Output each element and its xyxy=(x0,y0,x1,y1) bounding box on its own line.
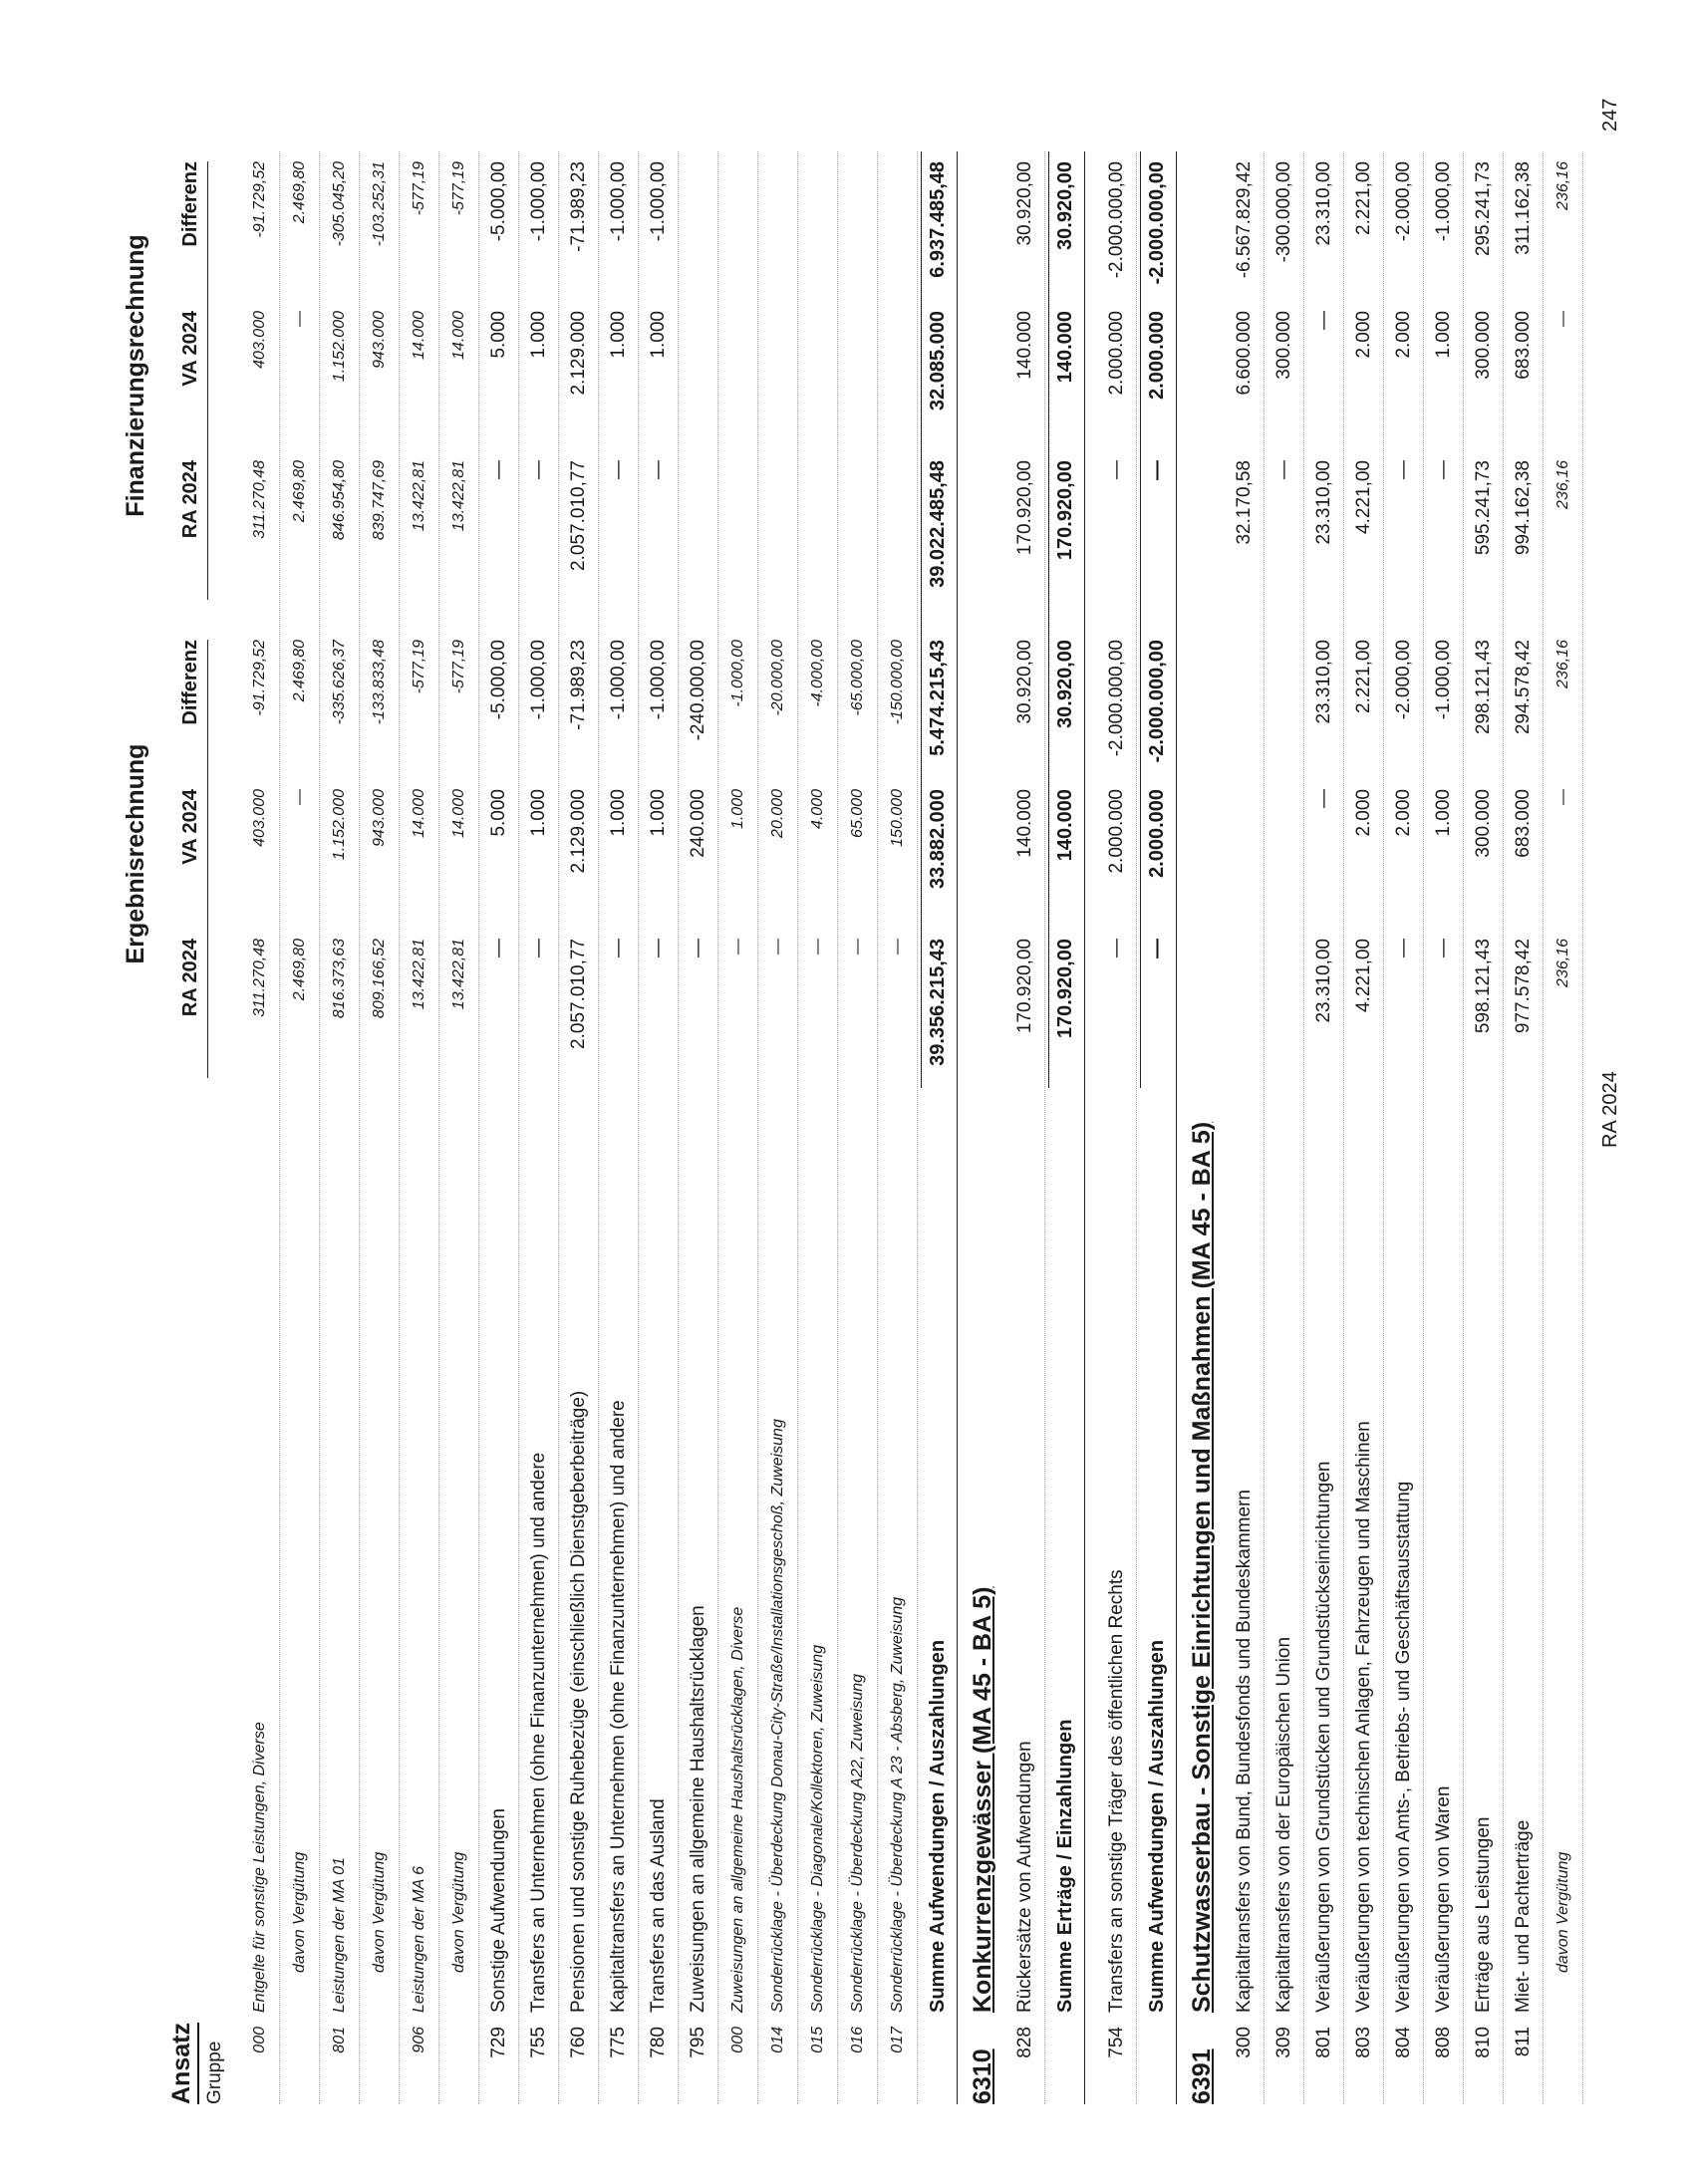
cell-ra-ergebnis: — xyxy=(688,939,708,957)
row-label: Summe Erträge / Einzahlungen xyxy=(1054,1719,1076,2013)
cell-va-finanz: 300.000 xyxy=(1273,311,1294,380)
row-separator xyxy=(319,151,320,2104)
cell-ra-ergebnis: 809.166,52 xyxy=(371,939,388,1019)
group-code: 754 xyxy=(1106,2027,1127,2058)
cell-diff-finanz: -2.000.000,00 xyxy=(1146,161,1168,285)
cell-va-finanz: — xyxy=(1554,311,1571,327)
row-separator xyxy=(518,151,519,2104)
cell-va-finanz: 1.000 xyxy=(1433,311,1454,359)
cell-ra-ergebnis: 13.422,81 xyxy=(450,939,467,1010)
cell-va-finanz: — xyxy=(291,311,308,327)
row-label: Leistungen der MA 01 xyxy=(331,1857,348,2013)
cell-ra-finanz: — xyxy=(1433,460,1454,479)
cell-va-ergebnis: 5.000 xyxy=(488,789,509,837)
cell-va-finanz: 2.000.000 xyxy=(1106,311,1127,396)
cell-ra-ergebnis: — xyxy=(809,939,826,955)
row-separator xyxy=(1423,151,1424,2104)
cell-va-finanz: 683.000 xyxy=(1513,311,1534,380)
row-label: Transfers an das Ausland xyxy=(648,1798,669,2013)
cell-ra-ergebnis: 39.356.215,43 xyxy=(927,939,949,1066)
row-label: Transfers an Unternehmen (ohne Finanzunternehmen) und andere xyxy=(528,1452,549,2013)
cell-ra-finanz: 32.170,58 xyxy=(1234,460,1255,545)
group-code: 000 xyxy=(251,2027,268,2053)
cell-diff-ergebnis: -577,19 xyxy=(411,640,427,694)
cell-ra-ergebnis: 311.270,48 xyxy=(251,939,268,1017)
cell-va-finanz: 140.000 xyxy=(1054,311,1076,384)
cell-diff-finanz: -2.000,00 xyxy=(1393,161,1414,242)
table-row xyxy=(799,610,837,2104)
group-code: 300 xyxy=(1234,2027,1255,2058)
cell-va-ergebnis: 150.000 xyxy=(889,789,906,847)
cell-diff-finanz: 23.310,00 xyxy=(1313,161,1334,246)
cell-diff-ergebnis: -150.000,00 xyxy=(889,640,906,725)
cell-va-ergebnis: 140.000 xyxy=(1054,789,1076,862)
table-row xyxy=(759,610,797,2104)
cell-ra-finanz: 23.310,00 xyxy=(1313,460,1334,545)
cell-ra-finanz: — xyxy=(608,460,629,479)
cell-diff-finanz: -6.567.829,42 xyxy=(1234,161,1255,279)
cell-ra-finanz: — xyxy=(528,460,549,479)
cell-diff-ergebnis: 5.474.215,43 xyxy=(927,640,949,756)
cell-va-finanz: 2.000 xyxy=(1393,311,1414,359)
row-label: Kapitaltransfers von der Europäischen Union xyxy=(1273,1636,1294,2013)
cell-diff-ergebnis: -4.000,00 xyxy=(809,640,826,707)
cell-ra-finanz: 170.920,00 xyxy=(1054,460,1076,561)
table-row xyxy=(640,161,678,2104)
cell-ra-ergebnis: 170.920,00 xyxy=(1014,939,1035,1034)
row-separator xyxy=(877,151,878,2104)
group-code: 014 xyxy=(769,2027,786,2053)
cell-ra-finanz: 170.920,00 xyxy=(1014,460,1035,556)
table-row xyxy=(1505,161,1543,2104)
group-code: 810 xyxy=(1473,2027,1494,2058)
table-row xyxy=(440,161,478,2104)
group-code: 801 xyxy=(1313,2027,1334,2058)
group-code: 803 xyxy=(1353,2027,1374,2058)
cell-diff-finanz: -1.000,00 xyxy=(1433,161,1454,242)
row-separator xyxy=(558,151,559,2104)
header-rule-finanz xyxy=(207,161,208,600)
col-header-diff-finanz: Differenz xyxy=(179,161,201,247)
group-code: 015 xyxy=(809,2027,826,2053)
cell-diff-ergebnis: -1.000,00 xyxy=(1433,640,1454,720)
row-label: davon Vergütung xyxy=(291,1851,308,1973)
group-code: 801 xyxy=(331,2027,348,2053)
row-label: Kapitaltransfers von Bund, Bundesfonds und Bundeskammern xyxy=(1234,1490,1255,2013)
table-row xyxy=(1545,161,1582,2104)
row-label: Kapitaltransfers an Unternehmen (ohne Finanzunternehmen) und andere xyxy=(608,1400,629,2013)
row-label: davon Vergütung xyxy=(450,1851,467,1973)
row-separator xyxy=(1463,151,1464,2104)
cell-diff-ergebnis: -5.000,00 xyxy=(488,640,509,720)
cell-ra-finanz: 4.221,00 xyxy=(1353,460,1374,534)
group-code: 795 xyxy=(688,2027,708,2058)
cell-va-finanz: 1.152.000 xyxy=(331,311,348,383)
col-header-va-ergebnis: VA 2024 xyxy=(179,789,201,865)
row-separator xyxy=(837,151,838,2104)
cell-va-ergebnis: 2.000 xyxy=(1353,789,1374,837)
footer-ra: RA 2024 xyxy=(1599,1071,1621,1148)
sum-row xyxy=(1046,161,1084,2104)
group-code: 760 xyxy=(568,2027,589,2058)
cell-diff-ergebnis: -240.000,00 xyxy=(688,640,708,741)
row-label: Erträge aus Leistungen xyxy=(1473,1816,1494,2013)
cell-va-finanz: 14.000 xyxy=(450,311,467,360)
cell-diff-ergebnis: 2.469,80 xyxy=(291,640,308,702)
cell-va-finanz: 14.000 xyxy=(411,311,427,360)
cell-ra-ergebnis: 13.422,81 xyxy=(411,939,427,1010)
group-code: 755 xyxy=(528,2027,549,2058)
ansatz-header: Ansatz xyxy=(167,2023,199,2104)
cell-ra-ergebnis: 4.221,00 xyxy=(1353,939,1374,1012)
cell-diff-finanz: -300.000,00 xyxy=(1273,161,1294,263)
cell-ra-ergebnis: 170.920,00 xyxy=(1054,939,1076,1039)
cell-ra-finanz: 839.747,69 xyxy=(371,460,388,541)
section-title: Konkurrenzgewässer (MA 45 - BA 5) xyxy=(969,1586,996,2013)
row-label: Entgelte für sonstige Leistungen, Diverse xyxy=(251,1722,268,2013)
row-label: Veräußerungen von Waren xyxy=(1433,1785,1454,2013)
row-label: Sonderrücklage - Überdeckung A 23 - Absberg, Zuweisung xyxy=(889,1596,906,2013)
cell-diff-ergebnis: 298.121,43 xyxy=(1473,640,1494,735)
cell-va-ergebnis: 14.000 xyxy=(411,789,427,838)
cell-va-ergebnis: 1.000 xyxy=(648,789,669,837)
cell-diff-finanz: -2.000.000,00 xyxy=(1106,161,1127,279)
cell-diff-ergebnis: -2.000,00 xyxy=(1393,640,1414,720)
sum-rule xyxy=(1084,151,1085,2104)
cell-ra-ergebnis: 2.057.010,77 xyxy=(568,939,589,1049)
row-label: davon Vergütung xyxy=(371,1851,388,1973)
group-code: 000 xyxy=(729,2027,746,2053)
group-code: 906 xyxy=(411,2027,427,2053)
cell-ra-ergebnis: — xyxy=(729,939,746,955)
cell-va-finanz: — xyxy=(1313,311,1334,330)
cell-diff-finanz: -5.000,00 xyxy=(488,161,509,242)
cell-ra-finanz: 13.422,81 xyxy=(411,460,427,532)
row-separator xyxy=(797,151,798,2104)
cell-ra-ergebnis: 816.373,63 xyxy=(331,939,348,1019)
sum-row xyxy=(1138,161,1176,2104)
row-label: Pensionen und sonstige Ruhebezüge (einschließlich Dienstgeberbeiträge) xyxy=(568,1390,589,2013)
cell-ra-ergebnis: — xyxy=(488,939,509,957)
cell-va-finanz: 140.000 xyxy=(1014,311,1035,380)
group-code: 780 xyxy=(648,2027,669,2058)
cell-va-ergebnis: 65.000 xyxy=(849,789,866,838)
table-row xyxy=(1465,161,1503,2104)
row-label: Summe Aufwendungen / Auszahlungen xyxy=(1146,1639,1168,2013)
row-separator xyxy=(1136,151,1137,2104)
cell-ra-finanz: 595.241,73 xyxy=(1473,460,1494,556)
page-number: 247 xyxy=(1599,98,1621,132)
cell-va-ergebnis: 2.129.000 xyxy=(568,789,589,874)
cell-ra-ergebnis: — xyxy=(1146,939,1168,958)
group-code: 804 xyxy=(1393,2027,1414,2058)
cell-va-ergebnis: 1.000 xyxy=(528,789,549,837)
table-row xyxy=(560,161,598,2104)
cell-va-ergebnis: 1.152.000 xyxy=(331,789,348,861)
cell-diff-finanz: -71.989,23 xyxy=(568,161,589,252)
table-row xyxy=(879,610,917,2104)
cell-va-ergebnis: — xyxy=(1313,789,1334,808)
sum-row xyxy=(919,161,957,2104)
row-separator xyxy=(1503,151,1504,2104)
row-separator xyxy=(359,151,360,2104)
col-header-va-finanz: VA 2024 xyxy=(179,311,201,387)
finanz-title: Finanzierungsrechnung xyxy=(122,234,149,517)
cell-diff-ergebnis: -1.000,00 xyxy=(528,640,549,720)
table-row xyxy=(281,161,319,2104)
cell-va-ergebnis: 943.000 xyxy=(371,789,388,847)
row-separator xyxy=(1264,151,1265,2104)
sum-rule xyxy=(957,151,958,2104)
cell-ra-finanz: 994.162,38 xyxy=(1513,460,1534,556)
cell-va-ergebnis: 1.000 xyxy=(1433,789,1454,837)
row-label: Veräußerungen von technischen Anlagen, Fahrzeugen und Maschinen xyxy=(1353,1421,1374,2013)
cell-diff-finanz: 311.162,38 xyxy=(1513,161,1534,255)
row-separator xyxy=(598,151,599,2104)
cell-va-finanz: 403.000 xyxy=(251,311,268,369)
cell-ra-ergebnis: 2.469,80 xyxy=(291,939,308,1001)
row-label: Veräußerungen von Grundstücken und Grundstückseinrichtungen xyxy=(1313,1461,1334,2013)
cell-va-ergebnis: 300.000 xyxy=(1473,789,1494,858)
cell-diff-finanz: 2.469,80 xyxy=(291,161,308,224)
table-row xyxy=(1305,161,1343,2104)
row-separator xyxy=(1343,151,1344,2104)
cell-diff-ergebnis: -65.000,00 xyxy=(849,640,866,716)
section-title: Schutzwasserbau - Sonstige Einrichtungen und Maßnahmen (MA 45 - BA 5) xyxy=(1188,1121,1216,2013)
group-code: 729 xyxy=(488,2027,509,2058)
cell-ra-ergebnis: 23.310,00 xyxy=(1313,939,1334,1023)
table-row xyxy=(680,610,717,2104)
table-row xyxy=(241,161,279,2104)
cell-va-ergebnis: 2.000.000 xyxy=(1106,789,1127,874)
table-row xyxy=(1345,161,1383,2104)
table-row xyxy=(1266,161,1303,2104)
cell-ra-finanz: 39.022.485,48 xyxy=(927,460,949,588)
cell-diff-ergebnis: -20.000,00 xyxy=(769,640,786,716)
row-separator xyxy=(1543,151,1544,2104)
col-header-ra-ergebnis: RA 2024 xyxy=(179,939,201,1017)
cell-ra-finanz: 13.422,81 xyxy=(450,460,467,532)
cell-diff-finanz: -577,19 xyxy=(450,161,467,216)
row-separator xyxy=(438,151,439,2104)
cell-ra-finanz: 311.270,48 xyxy=(251,460,268,539)
cell-diff-ergebnis: 294.578,42 xyxy=(1513,640,1534,735)
row-separator xyxy=(917,151,918,2104)
table-row xyxy=(480,161,518,2104)
col-header-diff-ergebnis: Differenz xyxy=(179,640,201,725)
cell-ra-finanz: — xyxy=(1146,460,1168,480)
cell-va-ergebnis: — xyxy=(1554,789,1571,805)
row-separator xyxy=(1044,151,1045,2104)
group-code: 017 xyxy=(889,2027,906,2053)
cell-ra-finanz: 846.954,80 xyxy=(331,460,348,541)
group-code: 828 xyxy=(1014,2027,1035,2058)
cell-ra-finanz: 236,16 xyxy=(1554,460,1571,509)
cell-diff-ergebnis: -91.729,52 xyxy=(251,640,268,716)
cell-va-ergebnis: 140.000 xyxy=(1014,789,1035,858)
cell-diff-ergebnis: -2.000.000,00 xyxy=(1106,640,1127,757)
cell-va-finanz: 1.000 xyxy=(608,311,629,359)
cell-ra-ergebnis: — xyxy=(1433,939,1454,957)
row-separator xyxy=(478,151,479,2104)
cell-ra-finanz: — xyxy=(1393,460,1414,479)
row-label: Zuweisungen an allgemeine Haushaltsrücklagen, Diverse xyxy=(729,1606,746,2013)
cell-ra-finanz: 2.469,80 xyxy=(291,460,308,523)
cell-va-ergebnis: 33.882.000 xyxy=(927,789,949,890)
cell-diff-ergebnis: 30.920,00 xyxy=(1014,640,1035,724)
section-code: 6391 xyxy=(1188,2048,1216,2104)
cell-va-finanz: 300.000 xyxy=(1473,311,1494,380)
cell-ra-ergebnis: — xyxy=(849,939,866,955)
table-row xyxy=(600,161,638,2104)
cell-ra-ergebnis: — xyxy=(769,939,786,955)
cell-ra-ergebnis: — xyxy=(608,939,629,957)
row-label: Summe Aufwendungen / Auszahlungen xyxy=(927,1639,949,2013)
cell-diff-finanz: -1.000,00 xyxy=(608,161,629,242)
cell-va-ergebnis: 240.000 xyxy=(688,789,708,858)
cell-va-finanz: 2.000 xyxy=(1353,311,1374,359)
row-separator xyxy=(279,151,280,2104)
cell-va-finanz: 2.000.000 xyxy=(1146,311,1168,400)
cell-diff-finanz: -1.000,00 xyxy=(528,161,549,242)
cell-diff-finanz: 30.920,00 xyxy=(1054,161,1076,250)
row-label: Sonderrücklage - Überdeckung A22, Zuweisung xyxy=(849,1673,866,2013)
table-row xyxy=(321,161,359,2104)
row-separator xyxy=(1383,151,1384,2104)
cell-diff-finanz: 236,16 xyxy=(1554,161,1571,210)
cell-ra-ergebnis: 977.578,42 xyxy=(1513,939,1534,1034)
cell-diff-finanz: -305.045,20 xyxy=(331,161,348,247)
cell-va-ergebnis: 2.000 xyxy=(1393,789,1414,837)
cell-diff-finanz: -1.000,00 xyxy=(648,161,669,242)
row-separator xyxy=(1582,151,1583,2104)
cell-diff-ergebnis: 236,16 xyxy=(1554,640,1571,688)
col-header-ra-finanz: RA 2024 xyxy=(179,460,201,539)
cell-ra-ergebnis: — xyxy=(648,939,669,957)
sum-rule xyxy=(1176,151,1177,2104)
table-row xyxy=(401,161,438,2104)
cell-va-ergebnis: — xyxy=(291,789,308,805)
cell-diff-ergebnis: -1.000,00 xyxy=(729,640,746,707)
cell-va-ergebnis: 2.000.000 xyxy=(1146,789,1168,878)
cell-ra-finanz: 2.057.010,77 xyxy=(568,460,589,571)
row-label: Transfers an sonstige Träger des öffentlichen Rechts xyxy=(1106,1569,1127,2013)
cell-va-finanz: 1.000 xyxy=(528,311,549,359)
cell-ra-finanz: — xyxy=(488,460,509,479)
table-row xyxy=(1425,161,1463,2104)
cell-diff-ergebnis: -1.000,00 xyxy=(648,640,669,720)
header-rule-ergebnis xyxy=(207,640,208,1078)
section-code: 6310 xyxy=(969,2048,996,2104)
cell-diff-finanz: 30.920,00 xyxy=(1014,161,1035,246)
table-row xyxy=(839,610,877,2104)
group-code: 309 xyxy=(1273,2027,1294,2058)
row-label: Miet- und Pachterträge xyxy=(1513,1819,1534,2013)
cell-ra-ergebnis: — xyxy=(889,939,906,955)
cell-ra-finanz: — xyxy=(1273,460,1294,479)
cell-ra-ergebnis: 236,16 xyxy=(1554,939,1571,987)
cell-diff-ergebnis: -1.000,00 xyxy=(608,640,629,720)
cell-ra-ergebnis: — xyxy=(1106,939,1127,957)
cell-va-finanz: 5.000 xyxy=(488,311,509,359)
cell-ra-ergebnis: — xyxy=(528,939,549,957)
cell-ra-finanz: — xyxy=(1106,460,1127,479)
row-label: Sonderrücklage - Überdeckung Donau-City-Straße/Installationsgeschoß, Zuweisung xyxy=(769,1419,786,2013)
row-separator xyxy=(717,151,718,2104)
row-label: Leistungen der MA 6 xyxy=(411,1865,427,2013)
row-label: Veräußerungen von Amts-, Betriebs- und Geschäftsausstattung xyxy=(1393,1481,1414,2013)
group-code: 808 xyxy=(1433,2027,1454,2058)
table-row xyxy=(520,161,558,2104)
row-separator xyxy=(1303,151,1304,2104)
cell-va-ergebnis: 403.000 xyxy=(251,789,268,847)
row-label: davon Vergütung xyxy=(1554,1851,1571,1973)
cell-va-ergebnis: 1.000 xyxy=(608,789,629,837)
cell-va-ergebnis: 1.000 xyxy=(729,789,746,830)
row-label: Sonstige Aufwendungen xyxy=(488,1808,509,2013)
cell-va-finanz: 2.129.000 xyxy=(568,311,589,396)
cell-diff-ergebnis: 2.221,00 xyxy=(1353,640,1374,713)
row-label: Sonderrücklage - Diagonale/Kollektoren, Zuweisung xyxy=(809,1644,826,2013)
group-code: 016 xyxy=(849,2027,866,2053)
table-row xyxy=(1098,161,1136,2104)
cell-va-finanz: 6.600.000 xyxy=(1234,311,1255,396)
cell-diff-finanz: -577,19 xyxy=(411,161,427,216)
cell-diff-finanz: 295.241,73 xyxy=(1473,161,1494,257)
row-separator xyxy=(399,151,400,2104)
table-row xyxy=(361,161,399,2104)
cell-va-finanz: 32.085.000 xyxy=(927,311,949,411)
table-row xyxy=(1006,161,1044,2104)
group-code: 775 xyxy=(608,2027,629,2058)
row-separator xyxy=(678,151,679,2104)
cell-ra-ergebnis: — xyxy=(1393,939,1414,957)
row-separator xyxy=(638,151,639,2104)
cell-diff-ergebnis: 30.920,00 xyxy=(1054,640,1076,728)
cell-diff-finanz: -103.252,31 xyxy=(371,161,388,247)
cell-ra-ergebnis: 598.121,43 xyxy=(1473,939,1494,1034)
cell-diff-finanz: -91.729,52 xyxy=(251,161,268,238)
cell-va-ergebnis: 14.000 xyxy=(450,789,467,838)
cell-va-finanz: 943.000 xyxy=(371,311,388,369)
cell-diff-ergebnis: -2.000.000,00 xyxy=(1146,640,1168,763)
cell-diff-ergebnis: -71.989,23 xyxy=(568,640,589,730)
table-row xyxy=(1385,161,1423,2104)
cell-diff-ergebnis: -577,19 xyxy=(450,640,467,694)
row-separator xyxy=(757,151,758,2104)
row-label: Rückersätze von Aufwendungen xyxy=(1014,1741,1035,2013)
cell-diff-ergebnis: 23.310,00 xyxy=(1313,640,1334,724)
cell-va-ergebnis: 20.000 xyxy=(769,789,786,838)
cell-va-ergebnis: 683.000 xyxy=(1513,789,1534,858)
cell-diff-ergebnis: -133.833,48 xyxy=(371,640,388,725)
ergebnis-title: Ergebnisrechnung xyxy=(122,743,149,964)
gruppe-header: Gruppe xyxy=(204,2041,225,2104)
cell-diff-finanz: 6.937.485,48 xyxy=(927,161,949,278)
cell-va-finanz: 1.000 xyxy=(648,311,669,359)
cell-va-ergebnis: 4.000 xyxy=(809,789,826,830)
cell-ra-finanz: — xyxy=(648,460,669,479)
cell-diff-finanz: 2.221,00 xyxy=(1353,161,1374,235)
group-code: 811 xyxy=(1513,2027,1534,2057)
cell-diff-ergebnis: -335.626,37 xyxy=(331,640,348,725)
row-label: Zuweisungen an allgemeine Haushaltsrücklagen xyxy=(688,1605,708,2013)
table-row xyxy=(1226,161,1264,2104)
table-row xyxy=(719,610,757,2104)
